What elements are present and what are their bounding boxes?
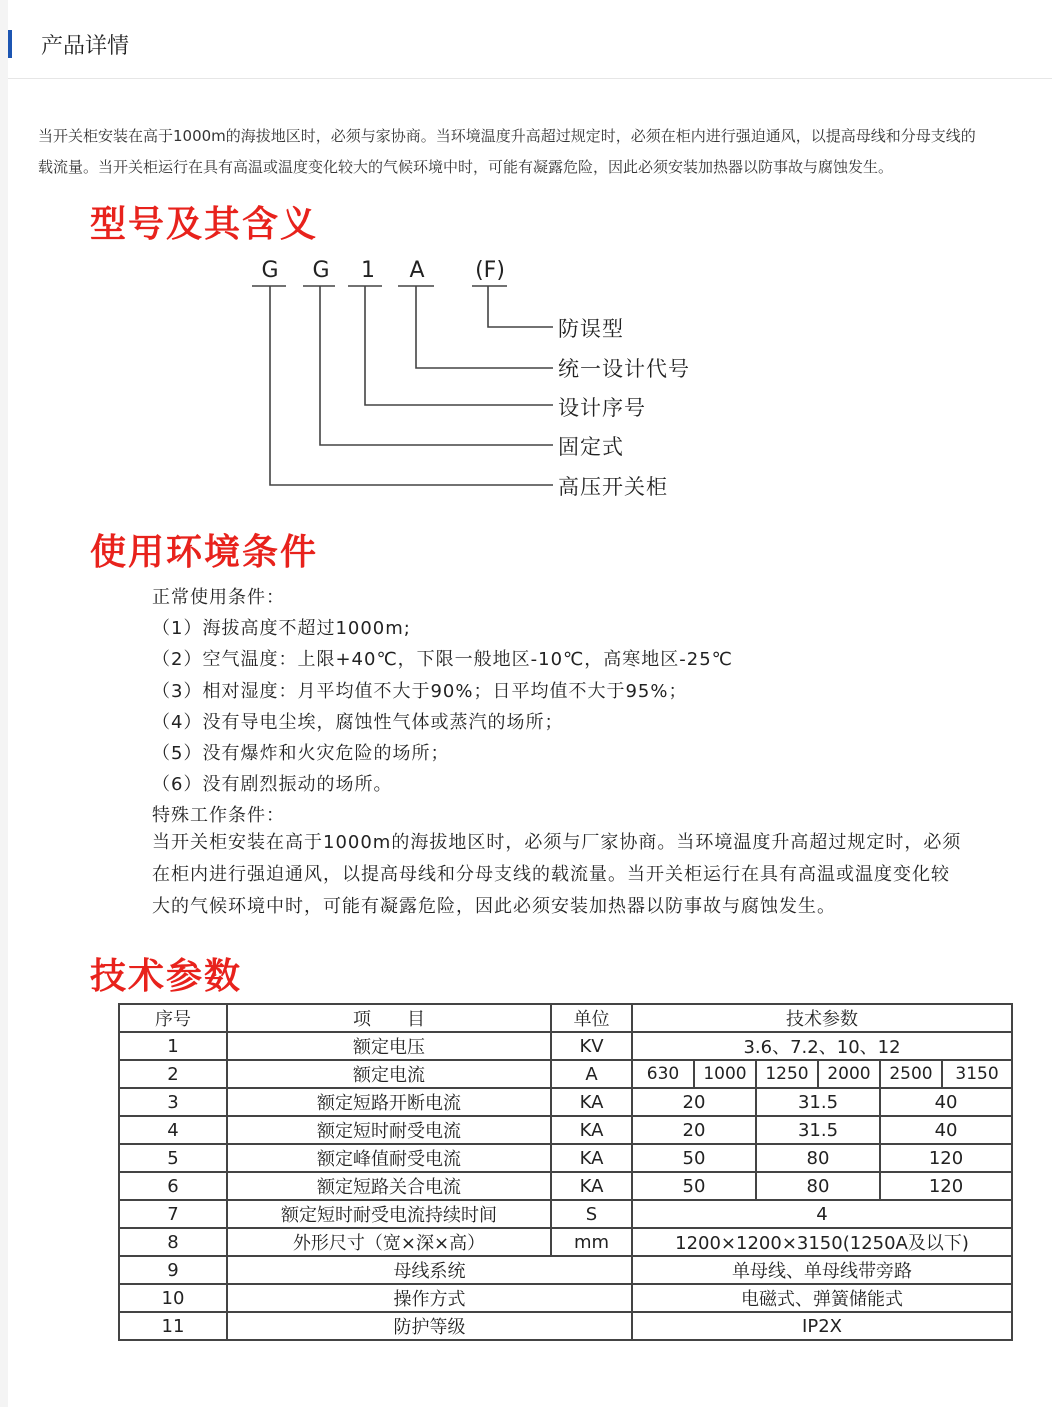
- table-row: [119, 1032, 1012, 1060]
- page: [8, 0, 1052, 1407]
- row-no: 7: [119, 1200, 227, 1228]
- table-row: [119, 1312, 1012, 1340]
- row-unit: A: [551, 1060, 632, 1088]
- current-value: 630: [632, 1060, 694, 1088]
- row-item: 额定短时耐受电流持续时间: [227, 1200, 551, 1228]
- model-section-title: 型号及其含义: [90, 203, 319, 245]
- page-title: 产品详情: [41, 34, 130, 59]
- row-value: 50: [632, 1144, 756, 1172]
- code-letter-g2: G: [312, 258, 330, 283]
- leader-g2: [320, 286, 553, 445]
- table-header-row: [119, 1004, 1012, 1032]
- row-value: IP2X: [632, 1312, 1012, 1340]
- row-value: 40: [880, 1088, 1012, 1116]
- row-value: 3.6、7.2、10、12: [632, 1032, 1012, 1060]
- current-value: 3150: [942, 1060, 1012, 1088]
- row-unit: KA: [551, 1172, 632, 1200]
- row-unit: KA: [551, 1088, 632, 1116]
- code-letter-1: 1: [361, 258, 375, 283]
- row-item: 额定电流: [227, 1060, 551, 1088]
- row-item: 外形尺寸（宽×深×高）: [227, 1228, 551, 1256]
- header-item: 项 目: [227, 1004, 551, 1032]
- table-row: [119, 1060, 1012, 1088]
- leader-f: [488, 286, 553, 327]
- normal-conditions-heading: 正常使用条件：: [152, 587, 285, 608]
- model-code-diagram: [8, 0, 1052, 500]
- table-row: [119, 1144, 1012, 1172]
- row-value: 120: [880, 1144, 1012, 1172]
- row-item: 母线系统: [227, 1256, 632, 1284]
- leader-1: [365, 286, 553, 405]
- row-value: 31.5: [756, 1116, 880, 1144]
- special-line: 大的气候环境中时，可能有凝露危险，因此必须安装加热器以防事故与腐蚀发生。: [152, 896, 836, 917]
- header-unit: 单位: [551, 1004, 632, 1032]
- row-item: 额定短路开断电流: [227, 1088, 551, 1116]
- row-no: 5: [119, 1144, 227, 1172]
- special-conditions-heading: 特殊工作条件：: [152, 805, 285, 826]
- row-no: 11: [119, 1312, 227, 1340]
- row-unit: S: [551, 1200, 632, 1228]
- row-item: 操作方式: [227, 1284, 632, 1312]
- current-value: 2500: [880, 1060, 942, 1088]
- meaning-label: 设计序号: [558, 396, 646, 420]
- row-item: 防护等级: [227, 1312, 632, 1340]
- row-value: 40: [880, 1116, 1012, 1144]
- row-no: 6: [119, 1172, 227, 1200]
- row-value: 单母线、单母线带旁路: [632, 1256, 1012, 1284]
- row-item: 额定峰值耐受电流: [227, 1144, 551, 1172]
- row-no: 8: [119, 1228, 227, 1256]
- table-row: [119, 1088, 1012, 1116]
- row-value: 31.5: [756, 1088, 880, 1116]
- condition-item: （3）相对湿度：月平均值不大于90%；日平均值不大于95%；: [152, 681, 688, 702]
- intro-line: 当开关柜安装在高于1000m的海拔地区时，必须与家协商。当环境温度升高超过规定时，必须在柜内进行强迫通风，以提高母线和分母支线的: [38, 127, 976, 145]
- row-item: 额定短路关合电流: [227, 1172, 551, 1200]
- row-value: 120: [880, 1172, 1012, 1200]
- row-value: 80: [756, 1172, 880, 1200]
- intro-line: 载流量。当开关柜运行在具有高温或温度变化较大的气候环境中时，可能有凝露危险，因此必须安装加热器以防事故与腐蚀发生。: [38, 158, 894, 176]
- meaning-label: 高压开关柜: [558, 475, 668, 499]
- meaning-label: 固定式: [558, 435, 624, 459]
- condition-item: （1）海拔高度不超过1000m;: [152, 618, 411, 639]
- row-no: 1: [119, 1032, 227, 1060]
- meaning-label: 防误型: [558, 317, 624, 341]
- row-unit: KV: [551, 1032, 632, 1060]
- environment-section-title: 使用环境条件: [90, 531, 319, 573]
- row-no: 10: [119, 1284, 227, 1312]
- special-line: 在柜内进行强迫通风，以提高母线和分母支线的载流量。当开关柜运行在具有高温或温度变化较: [152, 864, 950, 885]
- table-row: [119, 1172, 1012, 1200]
- row-item: 额定短时耐受电流: [227, 1116, 551, 1144]
- current-value: 1250: [756, 1060, 818, 1088]
- row-unit: KA: [551, 1144, 632, 1172]
- row-value: 电磁式、弹簧储能式: [632, 1284, 1012, 1312]
- tech-section-title: 技术参数: [90, 955, 243, 997]
- condition-item: （2）空气温度：上限+40℃，下限一般地区-10℃，高寒地区-25℃: [152, 649, 733, 670]
- current-value: 1000: [694, 1060, 756, 1088]
- condition-item: （5）没有爆炸和火灾危险的场所；: [152, 743, 450, 764]
- row-no: 3: [119, 1088, 227, 1116]
- row-no: 4: [119, 1116, 227, 1144]
- row-value: 80: [756, 1144, 880, 1172]
- table-row: [119, 1116, 1012, 1144]
- row-value: 20: [632, 1088, 756, 1116]
- row-unit: KA: [551, 1116, 632, 1144]
- row-no: 9: [119, 1256, 227, 1284]
- special-line: 当开关柜安装在高于1000m的海拔地区时，必须与厂家协商。当环境温度升高超过规定时，必须: [152, 832, 962, 853]
- row-unit: mm: [551, 1228, 632, 1256]
- row-item: 额定电压: [227, 1032, 551, 1060]
- row-value: 50: [632, 1172, 756, 1200]
- leader-g1: [270, 286, 553, 485]
- condition-item: （6）没有剧烈振动的场所。: [152, 774, 393, 795]
- meaning-label: 统一设计代号: [558, 357, 690, 381]
- table-row: [119, 1256, 1012, 1284]
- header-params: 技术参数: [632, 1004, 1012, 1032]
- row-no: 2: [119, 1060, 227, 1088]
- code-letter-g1: G: [261, 258, 279, 283]
- code-letter-a: A: [409, 258, 425, 283]
- condition-item: （4）没有导电尘埃，腐蚀性气体或蒸汽的场所；: [152, 712, 564, 733]
- row-value: 1200×1200×3150(1250A及以下): [632, 1228, 1012, 1256]
- tech-params-table: [118, 1003, 1013, 1341]
- code-letter-f: (F): [475, 258, 505, 283]
- header-no: 序号: [119, 1004, 227, 1032]
- row-value: 4: [632, 1200, 1012, 1228]
- current-value: 2000: [818, 1060, 880, 1088]
- row-value: 20: [632, 1116, 756, 1144]
- table-row: [119, 1284, 1012, 1312]
- table-row: [119, 1200, 1012, 1228]
- table-row: [119, 1228, 1012, 1256]
- special-conditions-text: [152, 827, 1032, 923]
